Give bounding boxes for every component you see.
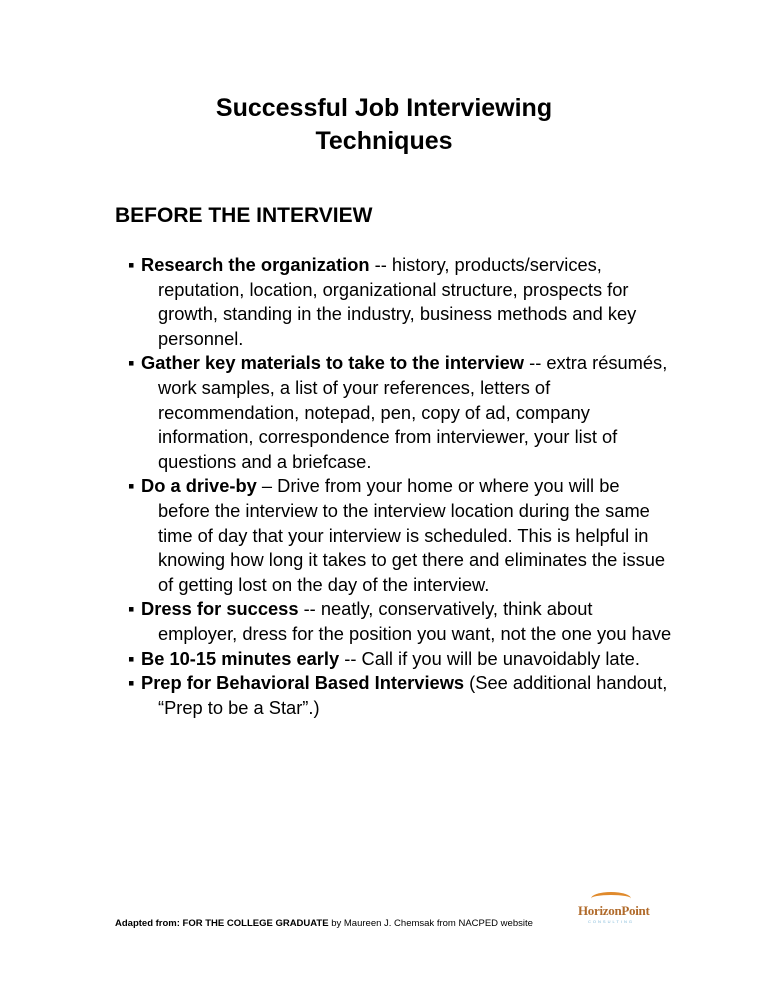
title-line-1: Successful Job Interviewing — [215, 94, 553, 122]
bullet-icon: ▪ — [128, 672, 135, 694]
item-text: -- Call if you will be unavoidably late. — [339, 647, 640, 669]
item-text: -- neatly, conservatively, think about employer, dress for the position you want, not the one you have — [158, 598, 672, 644]
section-heading: BEFORE THE INTERVIEW — [115, 204, 373, 227]
list-item — [115, 474, 675, 597]
item-text: -- extra résumés, work samples, a list of your references, letters of recommendation, notepad, pen, copy of ad, company information, correspondence from interviewer, your list of questions and a briefcase. — [158, 352, 668, 472]
item-title: Gather key materials to take to the interview — [141, 352, 525, 374]
list-item — [115, 351, 675, 474]
item-title: Prep for Behavioral Based Interviews — [141, 672, 465, 694]
document-title — [0, 92, 768, 158]
bullet-icon: ▪ — [128, 254, 135, 275]
item-text: – Drive from your home or where you will be before the interview to the interview location during the same time of day that your interview is scheduled. This is helpful in knowing how long it takes to get there and eliminates the issue of getting lost on the day of the interview. — [158, 475, 666, 595]
bullet-icon: ▪ — [128, 598, 135, 620]
item-text: -- history, products/services, reputation, location, organizational structure, prospects for growth, standing in the industry, business methods and key personnel. — [158, 254, 637, 349]
logo-subtitle: CONSULTING — [588, 919, 634, 924]
horizonpoint-logo — [578, 892, 650, 924]
list-item — [115, 597, 675, 646]
logo-name: HorizonPoint — [578, 903, 650, 918]
footer-attribution — [115, 918, 533, 929]
list-item — [115, 647, 675, 672]
footer-source: Adapted from: FOR THE COLLEGE GRADUATE — [115, 918, 329, 929]
tips-list — [115, 253, 675, 720]
bullet-icon: ▪ — [128, 475, 135, 497]
list-item — [115, 671, 675, 720]
list-item — [115, 253, 675, 351]
item-text: (See additional handout, “Prep to be a Star”.) — [158, 672, 668, 718]
item-title: Be 10-15 minutes early — [141, 647, 340, 669]
footer-text: by Maureen J. Chemsak from NACPED website — [328, 918, 533, 929]
item-title: Dress for success — [141, 598, 299, 620]
title-line-2: Techniques — [315, 127, 453, 155]
bullet-icon: ▪ — [128, 352, 135, 374]
item-title: Do a drive-by — [141, 475, 257, 497]
bullet-icon: ▪ — [128, 647, 135, 669]
item-title: Research the organization — [141, 254, 370, 275]
